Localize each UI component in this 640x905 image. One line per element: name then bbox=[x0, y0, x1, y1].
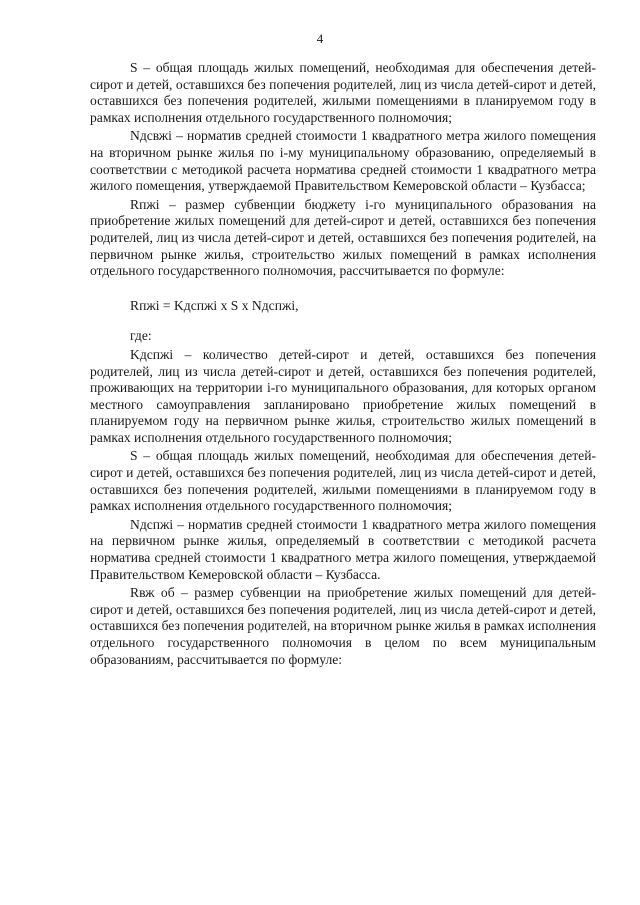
page-number: 4 bbox=[316, 31, 324, 46]
definition-kdspzh: Kдспжi – количество детей-сирот и детей, оставшихся без попечения родителей, лиц из числа детей-сирот и детей, оставшихся без попечения родителей, проживающих на территории i-го муниципального образования, для которых органом местного самоуправления запланировано приобретение жилых помещений в планируемом году на первичном рынке жилья, строительство жилых помещений в рамках исполнения отдельного государственного полномочия; bbox=[90, 346, 596, 445]
document-body bbox=[90, 60, 596, 668]
paragraph-rpzh-definition: Rпжi – размер субвенции бюджету i-го муниципального образования на приобретение жилых помещений для детей-сирот и детей, оставшихся без попечения родителей, лиц из числа детей-сирот и детей, оставшихся без попечения родителей, на первичном рынке жилья, строительство жилых помещений в рамках исполнения отдельного государственного полномочия, рассчитывается по формуле: bbox=[90, 196, 596, 279]
definition-rvzh-ob: Rвж об – размер субвенции на приобретение жилых помещений для детей-сирот и детей, оставшихся без попечения родителей, лиц из числа детей-сирот и детей, оставшихся без попечения родителей, на вторичном рынке жилья в рамках исполнения отдельного государственного полномочия в целом по всем муниципальным образованиям, рассчитывается по формуле: bbox=[90, 585, 596, 667]
where-label: где: bbox=[130, 328, 152, 344]
definition-ndspzh: Nдспжi – норматив средней стоимости 1 квадратного метра жилого помещения на первичном рынке жилья, определяемый в соответствии с методикой расчета норматива средней стоимости 1 квадратного метра жилого помещения, утверждаемой Правительством Кемеровской области – Кузбасса. bbox=[90, 516, 596, 582]
paragraph-ndsvzh-definition: Nдсвжi – норматив средней стоимости 1 квадратного метра жилого помещения на вторичном рынке жилья по i-му муниципальному образованию, определяемый в соответствии с методикой расчета норматива средней стоимости 1 квадратного метра жилого помещения, утверждаемой Правительством Кемеровской области – Кузбасса; bbox=[90, 128, 596, 194]
formula-rpzh: Rпжi = Kдспжi x S x Nдспжi, bbox=[130, 297, 299, 313]
paragraph-s-definition: S – общая площадь жилых помещений, необходимая для обеспечения детей-сирот и детей, оставшихся без попечения родителей, лиц из числа детей-сирот и детей, оставшихся без попечения родителей, жилыми помещениями в планируемом году в рамках исполнения отдельного государственного полномочия; bbox=[90, 60, 596, 125]
definition-s: S – общая площадь жилых помещений, необходимая для обеспечения детей-сирот и детей, оставшихся без попечения родителей, лиц из числа детей-сирот и детей, оставшихся без попечения родителей, жилыми помещениями в планируемом году в рамках исполнения отдельного государственного полномочия; bbox=[90, 448, 596, 514]
